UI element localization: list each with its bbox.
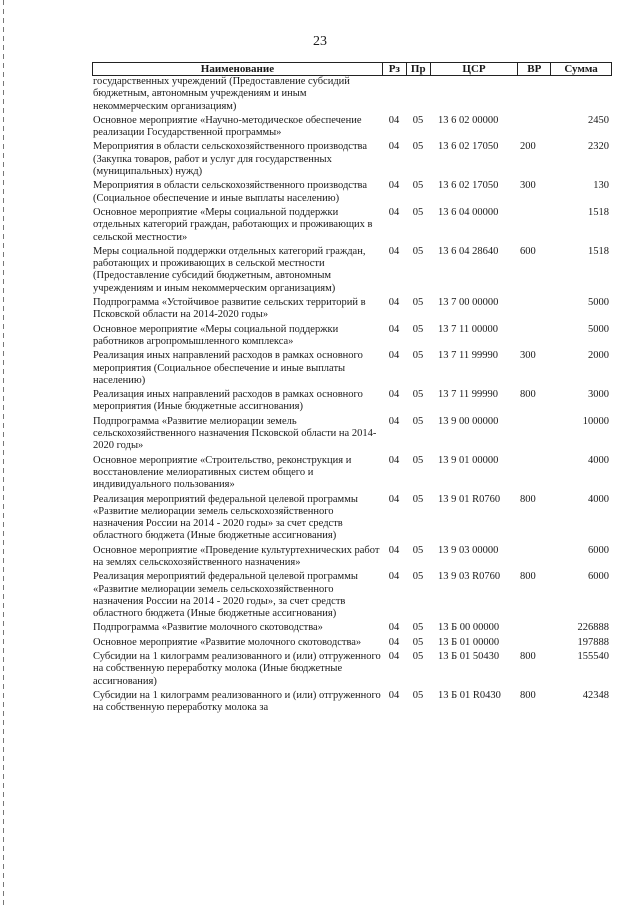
cell-csr: 13 Б 01 50430 [438, 651, 500, 663]
cell-pr: 05 [412, 297, 424, 309]
cell-csr: 13 9 01 R0760 [438, 493, 501, 505]
cell-vr: 300 [520, 180, 536, 192]
cell-name: Субсидии на 1 килограмм реализованного и (или) отгруженного на собственную переработку молока за [93, 689, 381, 714]
table-row [92, 455, 612, 492]
header-rz: Рз [382, 63, 406, 75]
cell-name: государственных учреждений (Предоставление субсидий бюджетным, автономным учреждениям и иным некоммерческим организациям) [93, 76, 350, 112]
cell-csr: 13 7 00 00000 [438, 297, 499, 309]
cell-name: Меры социальной поддержки отдельных категорий граждан, работающих и проживающих в сельской местности (Предоставление субсидий бюджетным, автономным учреждениям и иным некоммерческим организациям) [93, 245, 366, 294]
cell-csr: 13 9 03 00000 [438, 544, 499, 556]
cell-vr: 600 [520, 245, 536, 257]
table-row [92, 651, 612, 688]
cell-rz: 04 [388, 571, 400, 583]
cell-csr: 13 7 11 99990 [438, 389, 498, 401]
cell-vr: 300 [520, 350, 536, 362]
cell-vr [518, 76, 551, 113]
cell-pr: 05 [412, 389, 424, 401]
table-row [92, 324, 612, 349]
cell-csr: 13 6 02 17050 [438, 141, 499, 153]
table-row [92, 571, 612, 620]
cell-name: Реализация мероприятий федеральной целевой программы «Развитие мелиорации земель сельскохозяйственного назначения России на 2014 - 2020 годы» за счет средств областного бюджета (Иные бюджетные ассигнования) [93, 493, 358, 542]
cell-sum: 155540 [577, 651, 609, 663]
cell-sum: 5000 [588, 323, 609, 335]
table-row [92, 180, 612, 205]
cell-rz [382, 76, 406, 113]
cell-sum: 42348 [582, 689, 609, 701]
table-body [92, 76, 612, 715]
cell-sum: 4000 [588, 454, 609, 466]
cell-pr: 05 [412, 493, 424, 505]
table-row [92, 76, 612, 113]
cell-sum: 1518 [588, 206, 609, 218]
cell-sum [551, 76, 612, 113]
cell-vr: 800 [520, 571, 536, 583]
cell-sum: 10000 [582, 415, 609, 427]
table-row [92, 494, 612, 543]
table-header [92, 62, 612, 76]
cell-rz: 04 [388, 544, 400, 556]
header-pr: Пр [406, 63, 430, 75]
cell-csr: 13 Б 01 00000 [438, 636, 500, 648]
cell-sum: 2000 [588, 350, 609, 362]
cell-pr: 05 [412, 350, 424, 362]
cell-pr: 05 [412, 454, 424, 466]
cell-sum: 226888 [577, 622, 609, 634]
cell-name: Субсидии на 1 килограмм реализованного и (или) отгруженного на собственную переработку молока (Иные бюджетные ассигнования) [93, 651, 381, 687]
cell-rz: 04 [388, 622, 400, 634]
cell-vr [518, 207, 551, 244]
cell-sum: 197888 [577, 636, 609, 648]
cell-sum: 5000 [588, 297, 609, 309]
cell-pr: 05 [412, 544, 424, 556]
cell-name: Подпрограмма «Устойчивое развитие сельских территорий в Псковской области на 2014-2020 годы» [93, 297, 366, 321]
cell-csr [430, 76, 518, 113]
header-csr: ЦСР [430, 63, 518, 75]
cell-rz: 04 [388, 415, 400, 427]
table-row [92, 207, 612, 244]
cell-rz: 04 [388, 114, 400, 126]
table-row [92, 690, 612, 715]
cell-sum: 4000 [588, 493, 609, 505]
cell-pr: 05 [412, 245, 424, 257]
cell-csr: 13 9 03 R0760 [438, 571, 501, 583]
cell-csr: 13 9 01 00000 [438, 454, 499, 466]
cell-pr: 05 [412, 180, 424, 192]
cell-sum: 2320 [588, 141, 609, 153]
cell-csr: 13 Б 01 R0430 [438, 689, 501, 701]
cell-sum: 3000 [588, 389, 609, 401]
cell-rz: 04 [388, 651, 400, 663]
cell-csr: 13 7 11 00000 [438, 323, 498, 335]
cell-vr [518, 115, 551, 140]
table-row [92, 141, 612, 178]
cell-rz: 04 [388, 206, 400, 218]
table-row [92, 545, 612, 570]
cell-vr [518, 455, 551, 492]
table-row [92, 389, 612, 414]
page-number: 23 [313, 34, 327, 49]
cell-rz: 04 [388, 245, 400, 257]
cell-pr: 05 [412, 651, 424, 663]
cell-vr [518, 637, 551, 649]
cell-sum: 130 [593, 180, 609, 192]
cell-vr [518, 324, 551, 349]
cell-name: Основное мероприятие «Меры социальной поддержки отдельных категорий граждан, работающих и проживающих в сельской местности» [93, 206, 373, 243]
cell-vr: 200 [520, 141, 536, 153]
cell-rz: 04 [388, 636, 400, 648]
cell-pr: 05 [412, 141, 424, 153]
cell-rz: 04 [388, 493, 400, 505]
cell-name: Основное мероприятие «Меры социальной поддержки работников агропромышленного комплекса» [93, 323, 339, 347]
cell-pr: 05 [412, 689, 424, 701]
table-row [92, 246, 612, 295]
cell-rz: 04 [388, 180, 400, 192]
cell-name: Основное мероприятие «Научно-методическое обеспечение реализации Государственной программы» [93, 114, 362, 139]
cell-name: Мероприятия в области сельскохозяйственного производства (Социальное обеспечение и иные выплаты населению) [93, 180, 368, 204]
cell-rz: 04 [388, 689, 400, 701]
cell-vr: 800 [520, 651, 536, 663]
cell-name: Реализация мероприятий федеральной целевой программы «Развитие мелиорации земель сельскохозяйственного назначения России на 2014 - 2020 годы», за счет средств областного бюджета (Иные бюджетные ассигнования) [93, 571, 358, 620]
cell-rz: 04 [388, 297, 400, 309]
cell-vr [518, 545, 551, 570]
cell-rz: 04 [388, 454, 400, 466]
cell-vr: 800 [520, 389, 536, 401]
cell-rz: 04 [388, 323, 400, 335]
cell-rz: 04 [388, 350, 400, 362]
table-row [92, 115, 612, 140]
cell-name: Основное мероприятие «Проведение культуртехнических работ на землях сельскохозяйственного назначения» [93, 544, 380, 568]
table-row [92, 622, 612, 634]
cell-sum: 6000 [588, 544, 609, 556]
cell-name: Основное мероприятие «Строительство, реконструкция и восстановление мелиоративных систем общего и индивидуального пользования» [93, 454, 352, 491]
header-name: Наименование [200, 63, 275, 75]
cell-csr: 13 6 02 00000 [438, 114, 499, 126]
cell-pr: 05 [412, 636, 424, 648]
table-row [92, 350, 612, 387]
scan-edge-line [3, 0, 4, 905]
cell-vr [518, 622, 551, 634]
cell-name: Реализация иных направлений расходов в рамках основного мероприятия (Иные бюджетные ассигнования) [93, 389, 363, 413]
cell-csr: 13 9 00 00000 [438, 415, 499, 427]
cell-rz: 04 [388, 141, 400, 153]
cell-name: Основное мероприятие «Развитие молочного скотоводства» [93, 636, 362, 648]
cell-pr: 05 [412, 571, 424, 583]
cell-sum: 1518 [588, 245, 609, 257]
cell-vr: 800 [520, 689, 536, 701]
cell-pr: 05 [412, 323, 424, 335]
table-row [92, 297, 612, 322]
cell-csr: 13 7 11 99990 [438, 350, 498, 362]
cell-name: Реализация иных направлений расходов в рамках основного мероприятия (Социальное обеспечение и иные выплаты населению) [93, 350, 363, 386]
cell-pr: 05 [412, 415, 424, 427]
cell-pr: 05 [412, 622, 424, 634]
table-row [92, 637, 612, 649]
cell-vr [518, 416, 551, 453]
header-vr: ВР [517, 63, 550, 75]
cell-csr: 13 6 04 00000 [438, 206, 499, 218]
cell-csr: 13 6 04 28640 [438, 245, 499, 257]
cell-sum: 2450 [588, 114, 609, 126]
cell-csr: 13 Б 00 00000 [438, 622, 500, 634]
cell-vr [518, 297, 551, 322]
cell-pr: 05 [412, 206, 424, 218]
cell-rz: 04 [388, 389, 400, 401]
cell-sum: 6000 [588, 571, 609, 583]
table-row [92, 416, 612, 453]
cell-pr [406, 76, 430, 113]
cell-name: Подпрограмма «Развитие молочного скотоводства» [93, 622, 323, 634]
cell-pr: 05 [412, 114, 424, 126]
cell-name: Подпрограмма «Развитие мелиорации земель сельскохозяйственного назначения Псковской области на 2014-2020 годы» [93, 415, 377, 452]
cell-vr: 800 [520, 493, 536, 505]
header-sum: Сумма [550, 63, 611, 75]
budget-table [92, 62, 612, 715]
cell-name: Мероприятия в области сельскохозяйственного производства (Закупка товаров, работ и услуг для государственных (муниципальных) нужд) [93, 141, 368, 178]
cell-csr: 13 6 02 17050 [438, 180, 499, 192]
